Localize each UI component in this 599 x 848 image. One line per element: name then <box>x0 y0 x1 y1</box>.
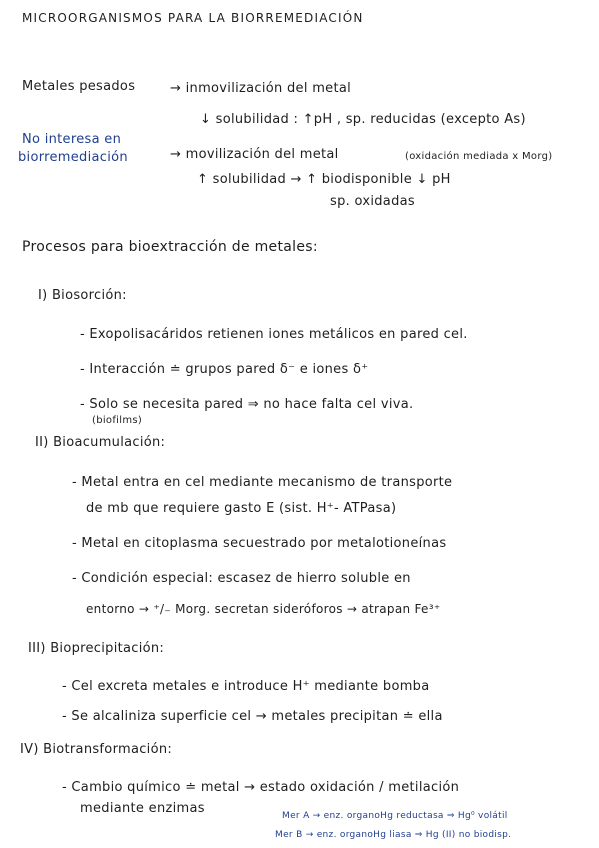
biosorcion-item-1: - Exopolisacáridos retienen iones metálicos en pared cel. <box>80 327 468 342</box>
metales-note-line-1: No interesa en <box>22 132 122 147</box>
biotransformacion-item-1a: - Cambio químico ≐ metal → estado oxidación / metilación <box>62 780 460 795</box>
metales-line-3-note: (oxidación mediada x Morg) <box>405 151 553 162</box>
mer-a-note: Mer A → enz. organoHg reductasa ⇒ Hg⁰ volátil <box>282 811 508 821</box>
bioacumulacion-item-1a: - Metal entra en cel mediante mecanismo de transporte <box>72 475 453 490</box>
bioacumulacion-item-2: - Metal en citoplasma secuestrado por metalotioneínas <box>72 536 447 551</box>
page-title: MICROORGANISMOS PARA LA BIORREMEDIACIÓN <box>22 11 364 25</box>
bioprecipitacion-item-1: - Cel excreta metales e introduce H⁺ mediante bomba <box>62 679 430 694</box>
metales-line-5: sp. oxidadas <box>330 194 415 209</box>
biotransformacion-item-1b: mediante enzimas <box>80 801 205 816</box>
metales-line-4: ↑ solubilidad → ↑ biodisponible ↓ pH <box>197 172 451 187</box>
bioacumulacion-item-1b: de mb que requiere gasto E (sist. H⁺- ATPasa) <box>86 501 397 516</box>
metales-line-3: → movilización del metal <box>170 147 339 162</box>
bioacumulacion-heading: II) Bioacumulación: <box>35 435 166 450</box>
biosorcion-item-2: - Interacción ≐ grupos pared δ⁻ e iones δ⁺ <box>80 362 369 377</box>
metales-label: Metales pesados <box>22 79 136 94</box>
metales-note-line-2: biorremediación <box>18 150 128 165</box>
biosorcion-item-3a: - Solo se necesita pared ⇒ no hace falta cel viva. <box>80 397 414 412</box>
procesos-title: Procesos para bioextracción de metales: <box>22 239 318 255</box>
biosorcion-item-3b: (biofilms) <box>92 415 143 426</box>
biotransformacion-heading: IV) Biotransformación: <box>20 742 173 757</box>
biosorcion-heading: I) Biosorción: <box>38 288 127 303</box>
metales-line-1: → inmovilización del metal <box>170 81 352 96</box>
bioprecipitacion-item-2: - Se alcaliniza superficie cel → metales precipitan ≐ ella <box>62 709 443 724</box>
metales-line-2: ↓ solubilidad : ↑pH , sp. reducidas (excepto As) <box>200 112 526 127</box>
bioacumulacion-item-3b: entorno → ⁺/₋ Morg. secretan sideróforos → atrapan Fe³⁺ <box>86 602 441 616</box>
bioprecipitacion-heading: III) Bioprecipitación: <box>28 641 165 656</box>
mer-b-note: Mer B → enz. organoHg liasa ⇒ Hg (II) no biodisp. <box>275 830 512 840</box>
bioacumulacion-item-3a: - Condición especial: escasez de hierro soluble en <box>72 571 411 586</box>
